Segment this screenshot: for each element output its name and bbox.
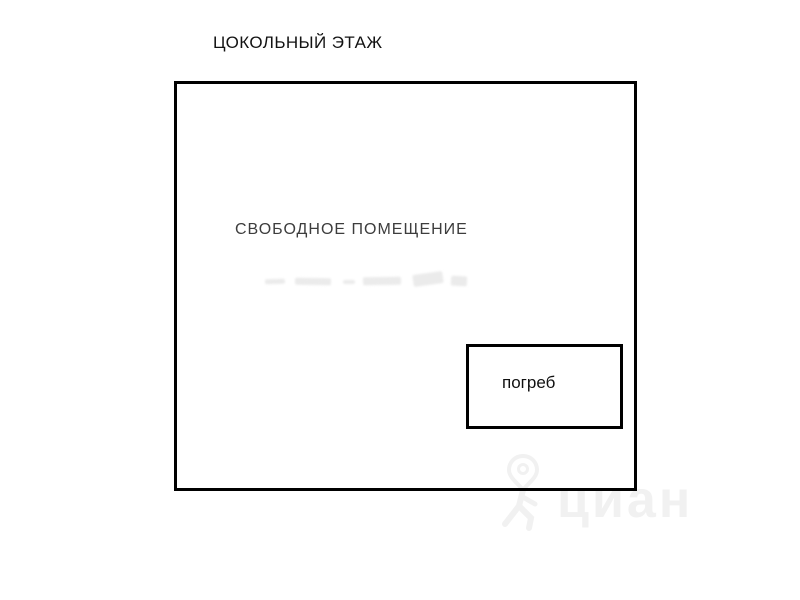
smudge-mark <box>295 278 331 286</box>
main-room-outline <box>174 81 637 491</box>
smudge-mark <box>412 271 443 287</box>
floor-title: ЦОКОЛЬНЫЙ ЭТАЖ <box>213 33 383 52</box>
smudge-mark <box>363 277 401 286</box>
smudge-mark <box>265 279 285 285</box>
smudge-mark <box>451 276 468 287</box>
cellar-label: погреб <box>502 373 556 392</box>
cian-watermark-text: циан <box>557 471 694 529</box>
free-room-label: СВОБОДНОЕ ПОМЕЩЕНИЕ <box>235 221 468 238</box>
smudge-mark <box>343 280 355 284</box>
cellar-room-outline <box>466 344 623 429</box>
illegible-annotation <box>265 271 471 289</box>
